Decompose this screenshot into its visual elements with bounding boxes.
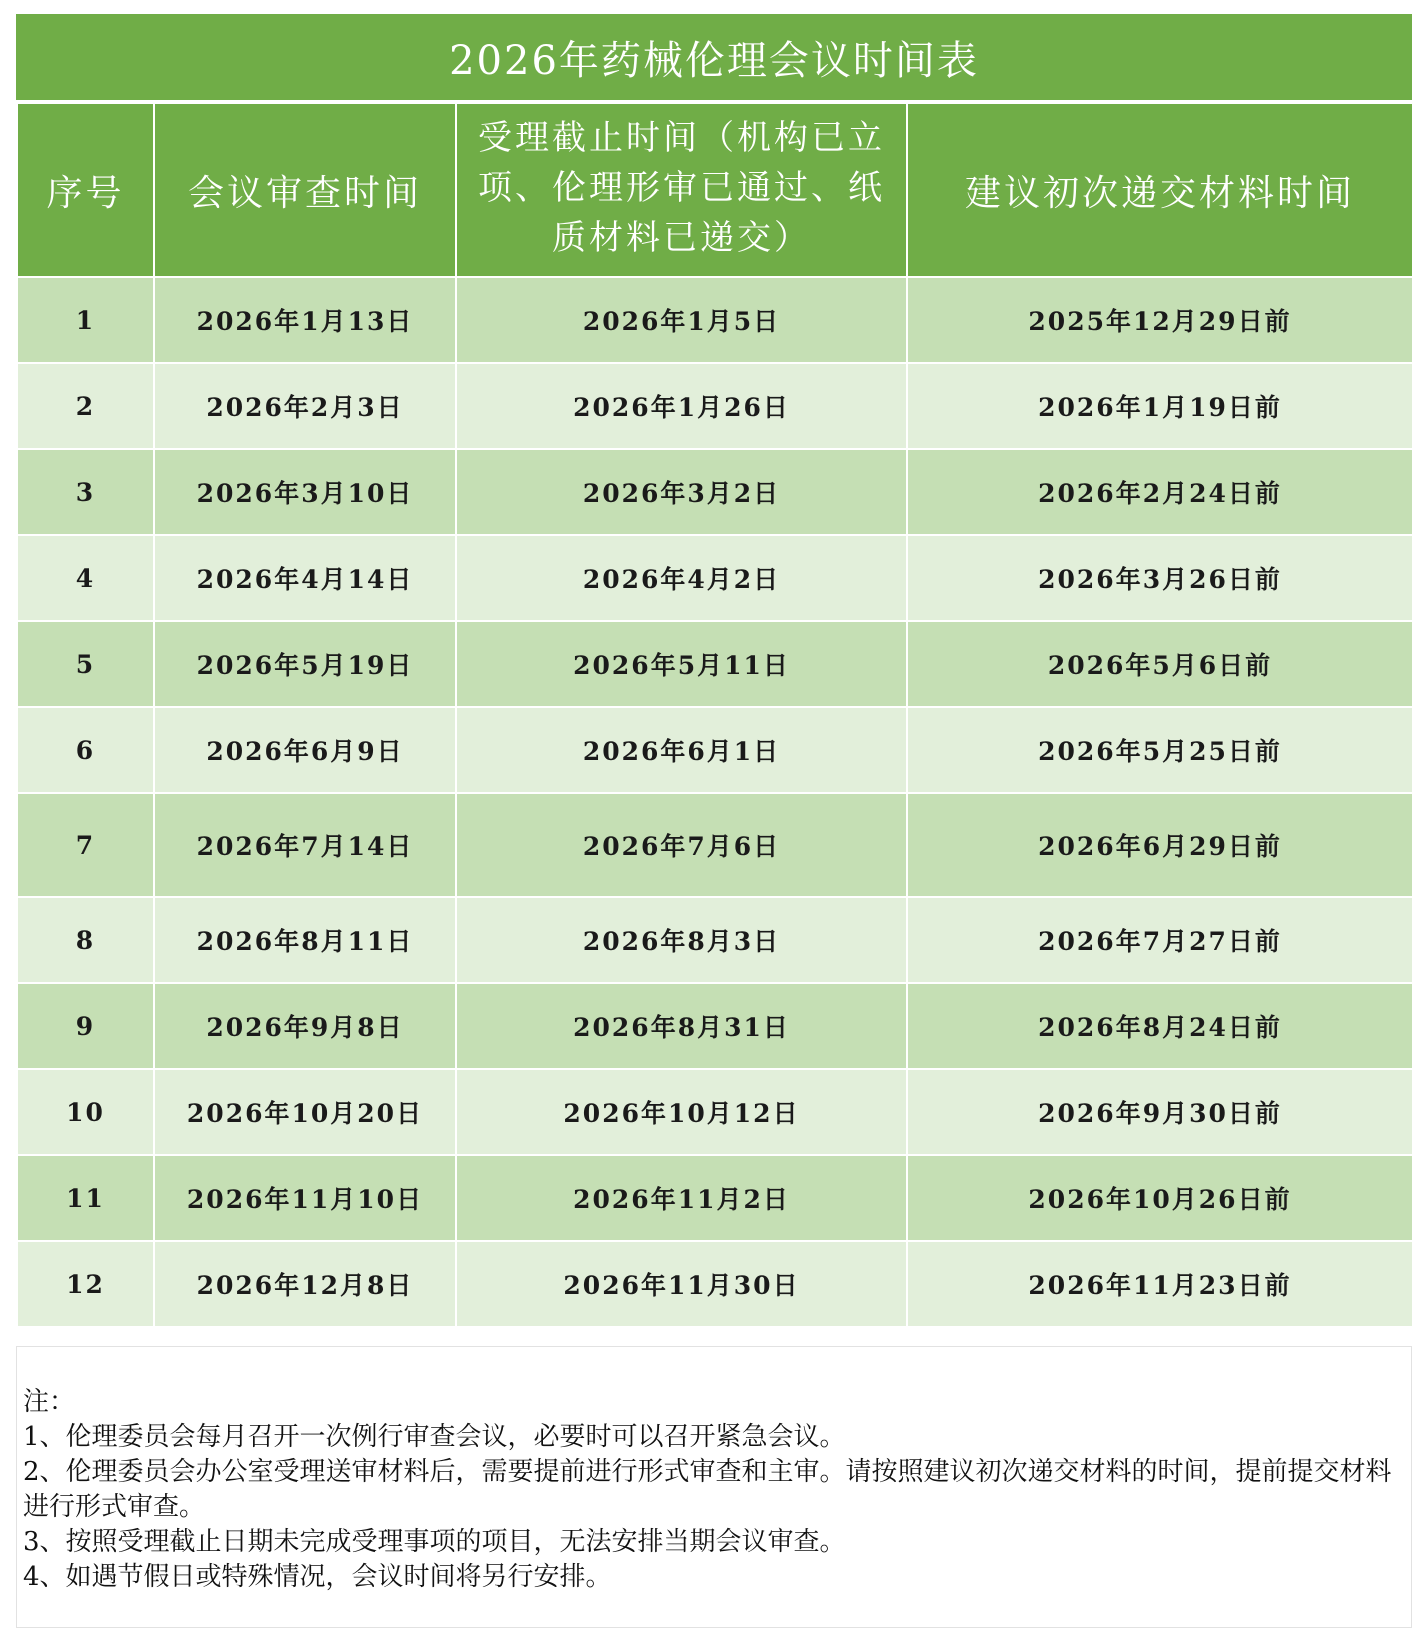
cell-index: 4 [17,535,154,621]
cell-deadline: 2026年4月2日 [456,535,907,621]
cell-deadline: 2026年1月5日 [456,277,907,363]
cell-meeting-time: 2026年7月14日 [154,793,456,897]
cell-deadline: 2026年11月2日 [456,1155,907,1241]
table-row [17,535,1413,621]
cell-submit-time: 2026年10月26日前 [907,1155,1413,1241]
table-row [17,897,1413,983]
schedule-sheet [16,14,1412,1328]
header-submit-time: 建议初次递交材料时间 [907,103,1413,277]
schedule-table [16,102,1414,1328]
cell-index: 5 [17,621,154,707]
cell-submit-time: 2026年5月25日前 [907,707,1413,793]
table-row [17,707,1413,793]
cell-index: 3 [17,449,154,535]
table-row [17,1155,1413,1241]
table-row [17,363,1413,449]
cell-submit-time: 2026年9月30日前 [907,1069,1413,1155]
cell-deadline: 2026年11月30日 [456,1241,907,1327]
cell-deadline: 2026年5月11日 [456,621,907,707]
cell-submit-time: 2026年2月24日前 [907,449,1413,535]
cell-deadline: 2026年6月1日 [456,707,907,793]
cell-submit-time: 2025年12月29日前 [907,277,1413,363]
cell-submit-time: 2026年7月27日前 [907,897,1413,983]
cell-meeting-time: 2026年8月11日 [154,897,456,983]
header-index: 序号 [17,103,154,277]
cell-deadline: 2026年3月2日 [456,449,907,535]
cell-index: 6 [17,707,154,793]
cell-meeting-time: 2026年12月8日 [154,1241,456,1327]
cell-meeting-time: 2026年1月13日 [154,277,456,363]
note-item-1: 1、伦理委员会每月召开一次例行审查会议，必要时可以召开紧急会议。 [23,1422,846,1452]
cell-meeting-time: 2026年4月14日 [154,535,456,621]
table-row [17,449,1413,535]
table-row [17,621,1413,707]
note-item-2: 2、伦理委员会办公室受理送审材料后，需要提前进行形式审查和主审。请按照建议初次递交材料的时间，提前提交材料进行形式审查。 [23,1457,1392,1522]
cell-deadline: 2026年7月6日 [456,793,907,897]
table-row [17,277,1413,363]
cell-index: 1 [17,277,154,363]
header-row [17,103,1413,277]
table-row [17,1069,1413,1155]
cell-meeting-time: 2026年9月8日 [154,983,456,1069]
cell-submit-time: 2026年5月6日前 [907,621,1413,707]
cell-meeting-time: 2026年2月3日 [154,363,456,449]
cell-meeting-time: 2026年10月20日 [154,1069,456,1155]
cell-index: 12 [17,1241,154,1327]
cell-index: 11 [17,1155,154,1241]
cell-index: 2 [17,363,154,449]
cell-meeting-time: 2026年6月9日 [154,707,456,793]
table-row [17,1241,1413,1327]
cell-deadline: 2026年10月12日 [456,1069,907,1155]
header-meeting-time: 会议审查时间 [154,103,456,277]
cell-deadline: 2026年8月3日 [456,897,907,983]
note-item-4: 4、如遇节假日或特殊情况，会议时间将另行安排。 [23,1562,612,1592]
table-title: 2026年药械伦理会议时间表 [16,14,1412,102]
notes-box [16,1346,1412,1628]
notes-heading: 注： [23,1387,76,1417]
note-item-3: 3、按照受理截止日期未完成受理事项的项目，无法安排当期会议审查。 [23,1527,846,1557]
table-row [17,983,1413,1069]
cell-submit-time: 2026年3月26日前 [907,535,1413,621]
cell-deadline: 2026年8月31日 [456,983,907,1069]
cell-submit-time: 2026年1月19日前 [907,363,1413,449]
cell-index: 10 [17,1069,154,1155]
cell-meeting-time: 2026年3月10日 [154,449,456,535]
cell-index: 9 [17,983,154,1069]
cell-submit-time: 2026年6月29日前 [907,793,1413,897]
table-row [17,793,1413,897]
cell-index: 7 [17,793,154,897]
header-deadline [456,103,907,277]
cell-meeting-time: 2026年11月10日 [154,1155,456,1241]
header-deadline-text: 受理截止时间（机构已立项、伦理形审已通过、纸质材料已递交） [478,118,885,258]
cell-meeting-time: 2026年5月19日 [154,621,456,707]
cell-submit-time: 2026年8月24日前 [907,983,1413,1069]
cell-submit-time: 2026年11月23日前 [907,1241,1413,1327]
cell-deadline: 2026年1月26日 [456,363,907,449]
cell-index: 8 [17,897,154,983]
